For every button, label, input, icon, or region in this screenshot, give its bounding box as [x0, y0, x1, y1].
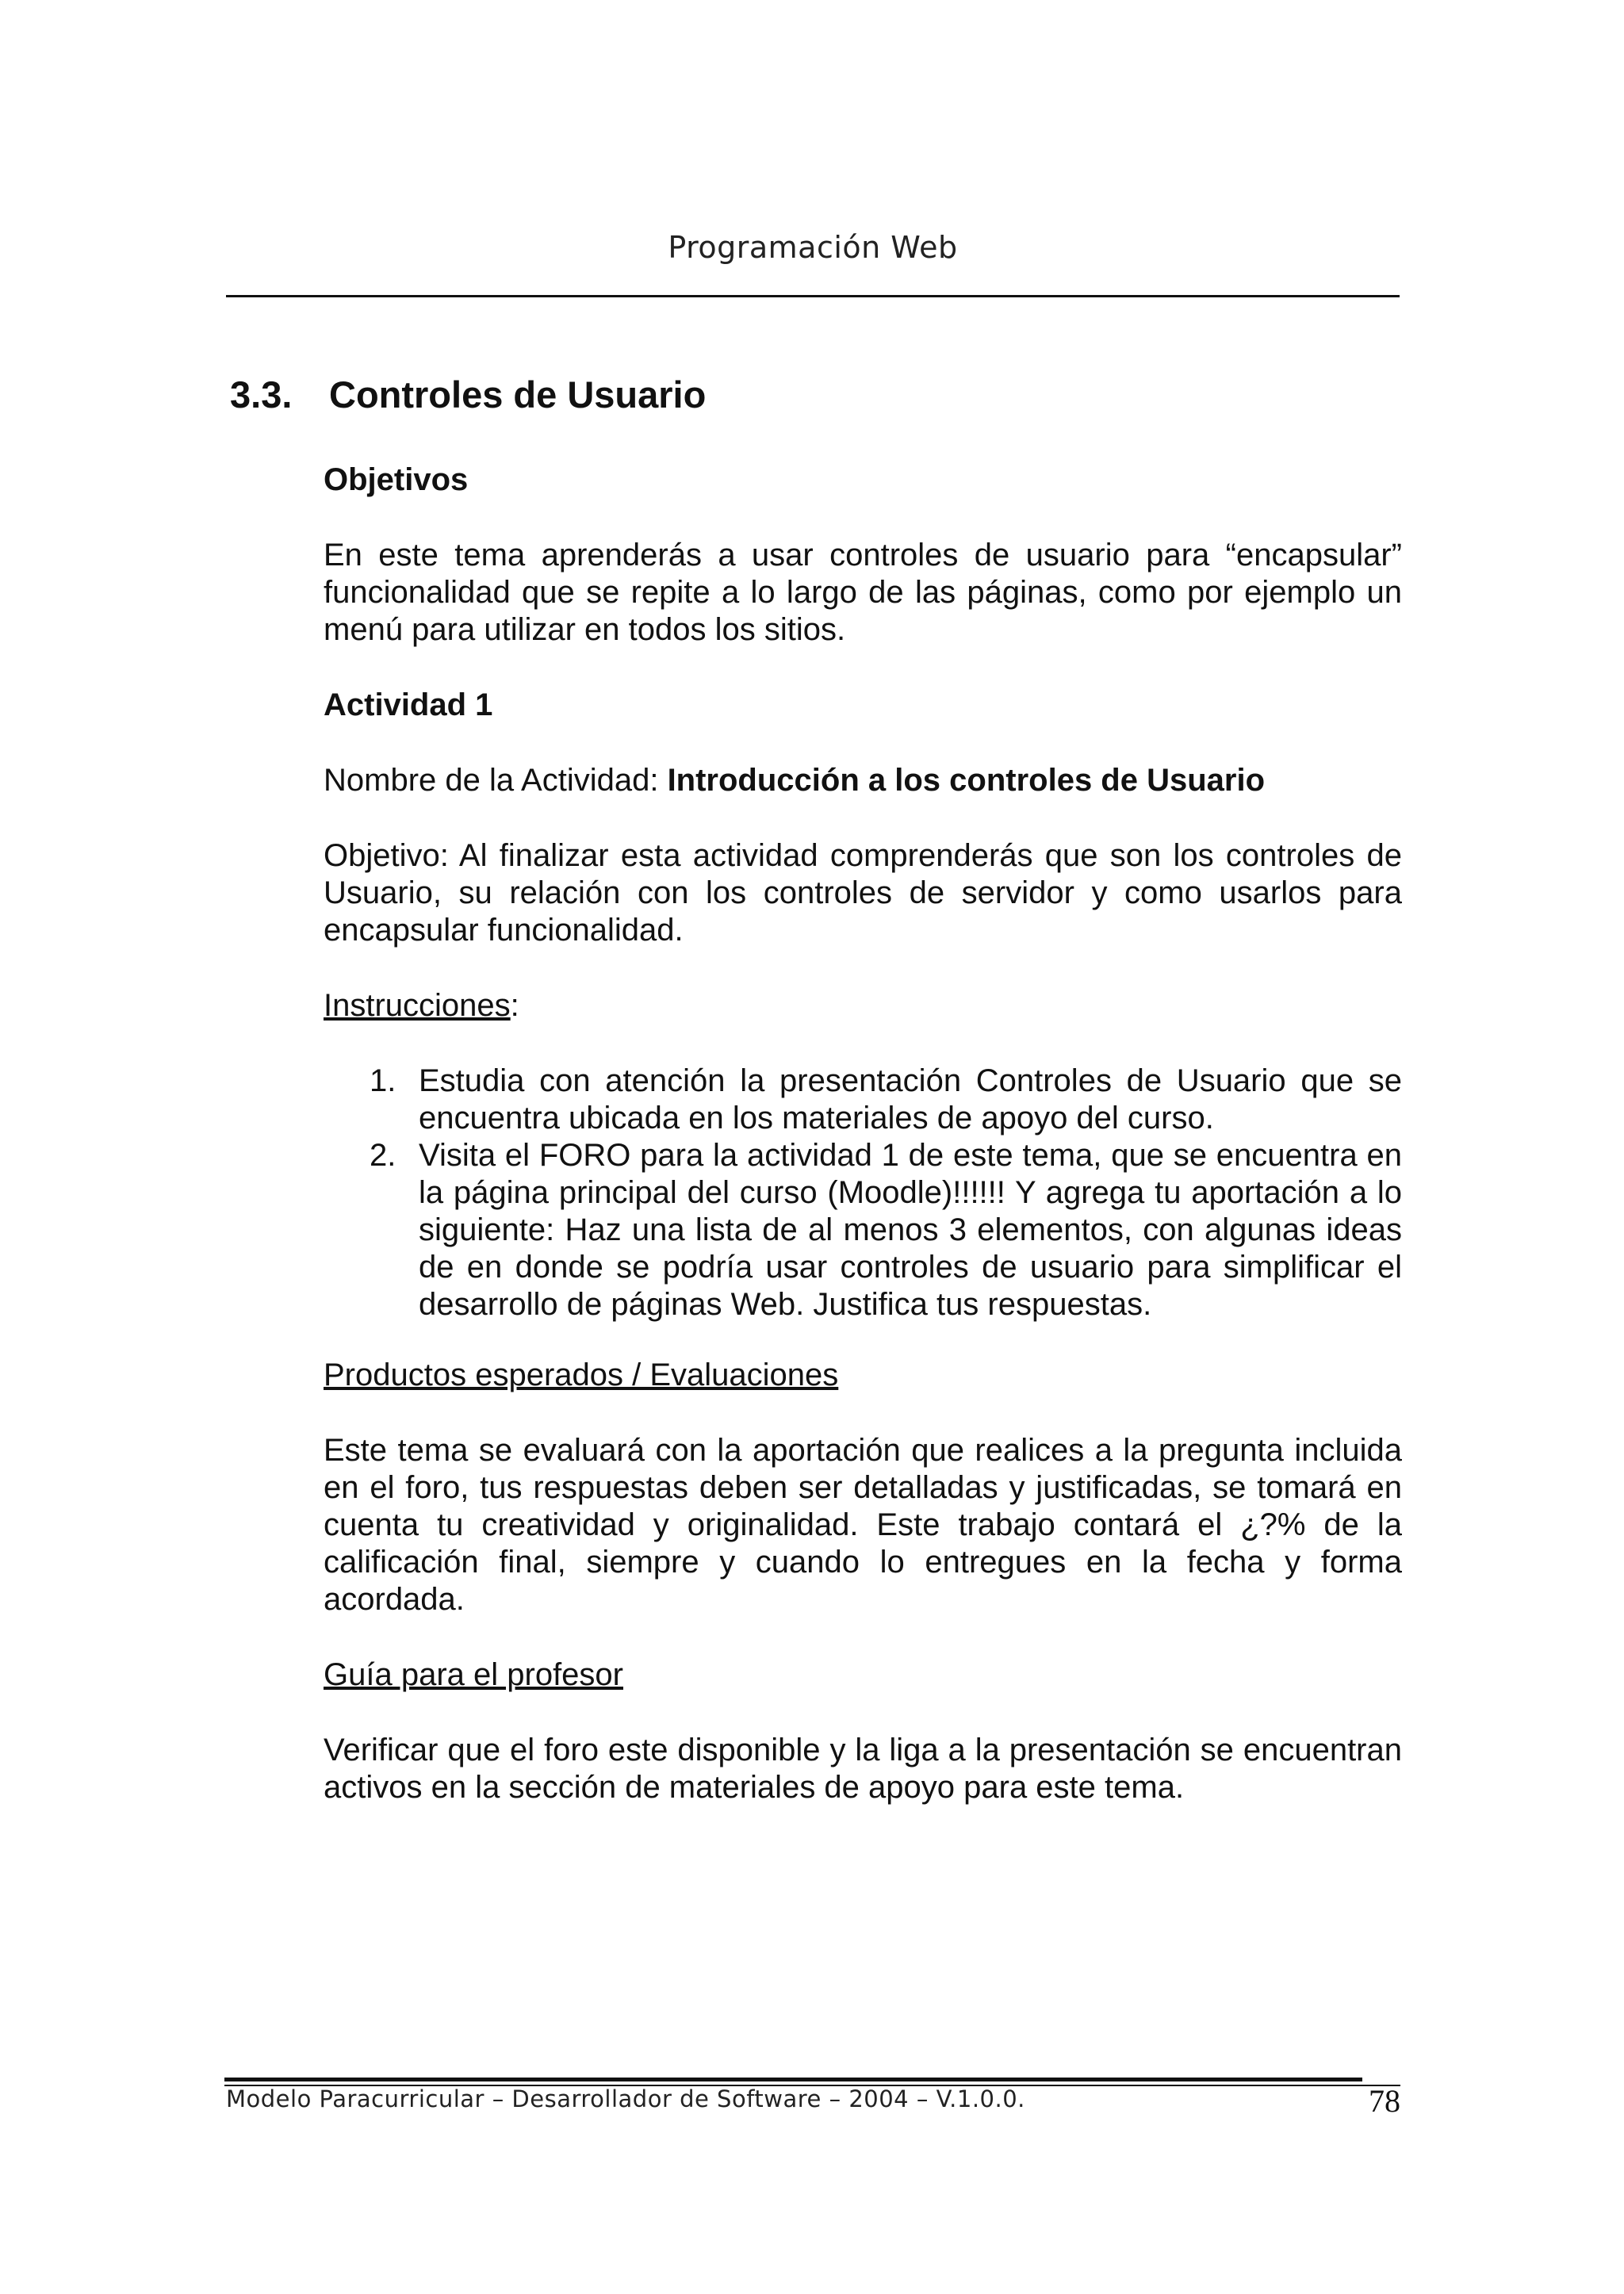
productos-heading-line — [324, 1357, 1402, 1394]
page-number: 78 — [1369, 2083, 1400, 2119]
actividad-heading: Actividad 1 — [324, 687, 493, 722]
instructions-list — [324, 1063, 1402, 1323]
list-item — [324, 1063, 1402, 1137]
guia-heading: Guía para el profesor — [324, 1657, 623, 1692]
activity-name-line — [324, 762, 1402, 799]
section-heading — [230, 373, 706, 416]
footer-divider-thick — [224, 2078, 1362, 2081]
objetivos-paragraph: En este tema aprenderás a usar controles de usuario para “encapsular” funcionalidad que se repite a lo largo de las páginas, como por ejemplo un menú para utilizar en todos los sitios. — [324, 538, 1402, 647]
activity-objective-paragraph: Objetivo: Al finalizar esta actividad comprenderás que son los controles de Usuario, su relación con los controles de servidor y como usarlos para encapsular funcionalidad. — [324, 838, 1402, 948]
section-number: 3.3. — [230, 373, 293, 416]
footer-text: Modelo Paracurricular – Desarrollador de Software – 2004 – V.1.0.0. — [226, 2085, 1025, 2112]
guia-paragraph: Verificar que el foro este disponible y la liga a la presentación se encuentran activos en la sección de materiales de apoyo para este tema. — [324, 1733, 1402, 1805]
instrucciones-heading-line — [324, 987, 1402, 1024]
list-item-number: 2. — [370, 1138, 396, 1173]
objetivos-heading: Objetivos — [324, 462, 469, 497]
list-item-text: Estudia con atención la presentación Controles de Usuario que se encuentra ubicada en los materiales de apoyo del curso. — [419, 1063, 1402, 1136]
list-item — [324, 1137, 1402, 1323]
productos-heading: Productos esperados / Evaluaciones — [324, 1358, 839, 1392]
instrucciones-heading: Instrucciones — [324, 988, 511, 1023]
guia-heading-line — [324, 1656, 1402, 1694]
page-header: Programación Web — [668, 230, 958, 265]
list-item-number: 1. — [370, 1063, 396, 1098]
instrucciones-heading-colon: : — [510, 988, 519, 1023]
productos-paragraph: Este tema se evaluará con la aportación que realices a la pregunta incluida en el foro, tus respuestas deben ser detalladas y justificadas, se tomará en cuenta tu creatividad y originalidad. Este trabajo contará el ¿?% de la calificación final, siempre y cuando lo entregues en la fecha y forma acordada. — [324, 1433, 1402, 1617]
main-content — [324, 461, 1402, 1806]
section-title: Controles de Usuario — [329, 373, 707, 416]
activity-name-label: Nombre de la Actividad: — [324, 763, 668, 798]
activity-name-value: Introducción a los controles de Usuario — [667, 763, 1266, 798]
header-divider — [226, 295, 1400, 297]
list-item-text: Visita el FORO para la actividad 1 de este tema, que se encuentra en la página principal del curso (Moodle)!!!!!! Y agrega tu aportación a lo siguiente: Haz una lista de al menos 3 elementos, con algunas ideas de en donde se podría usar controles de usuario para simplificar el desarrollo de páginas Web. Justifica tus respuestas. — [419, 1138, 1402, 1322]
